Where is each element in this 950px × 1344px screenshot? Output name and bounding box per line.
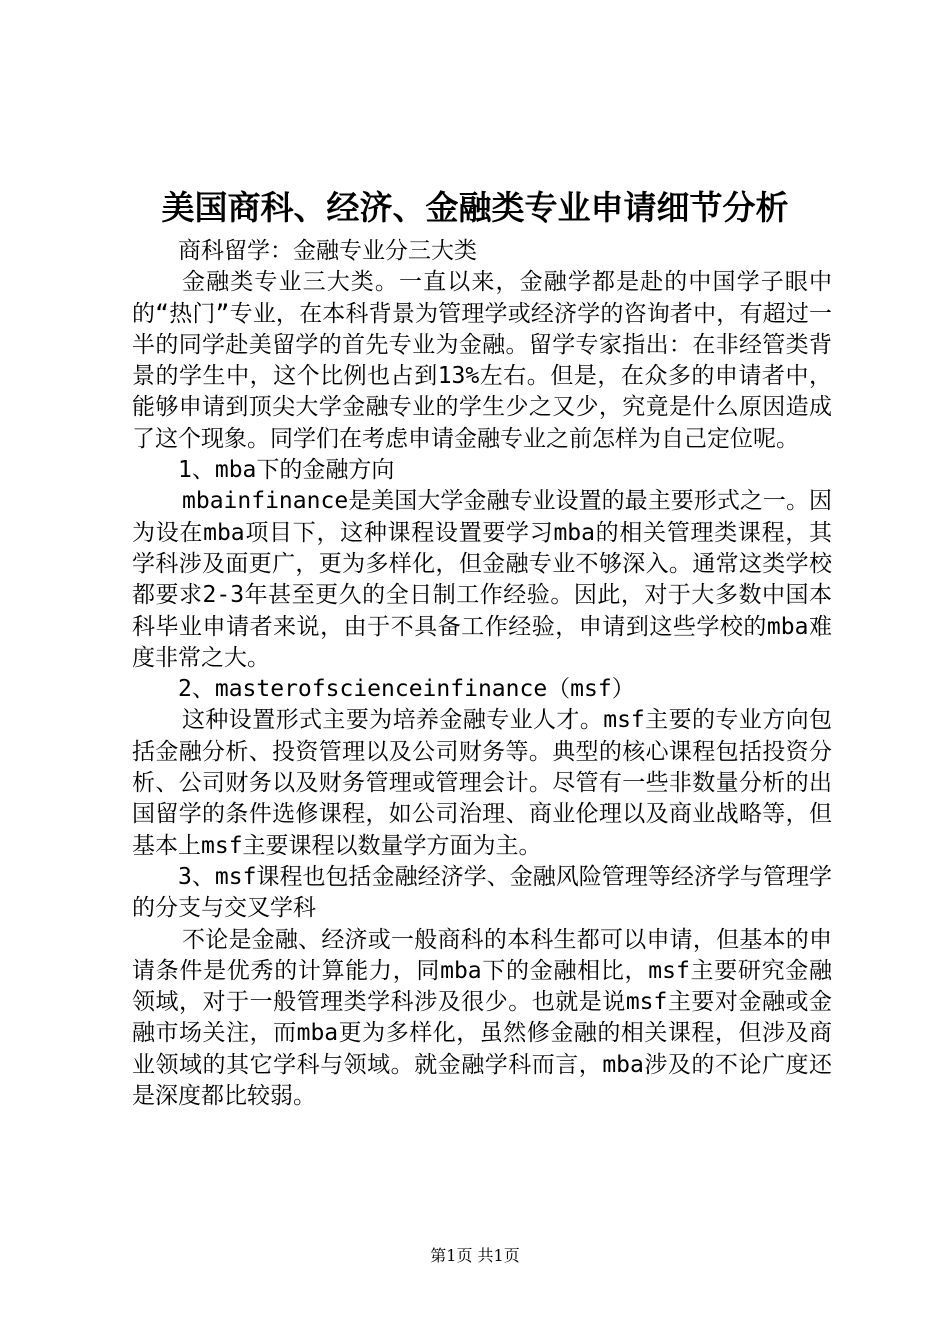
paragraph-overview: 金融类专业三大类。一直以来，金融学都是赴的中国学子眼中的“热门”专业，在本科背景为管理学或经济学的咨询者中，有超过一半的同学赴美留学的首先专业为金融。留学专家指出：在非经管类背景的学生中，这个比例也占到13%左右。但是，在众多的申请者中，能够申请到顶尖大学金融专业的学生少之又少，究竟是什么原因造成了这个现象。同学们在考虑申请金融专业之前怎样为自己定位呢。 <box>132 269 832 452</box>
document-title: 美国商科、经济、金融类专业申请细节分析 <box>161 188 789 227</box>
page-footer: 第1页 共1页 <box>430 1246 520 1265</box>
section-heading-mba: 1、mba下的金融方向 <box>178 457 395 484</box>
paragraph-msf: 这种设置形式主要为培养金融专业人才。msf主要的专业方向包括金融分析、投资管理以及公司财务等。典型的核心课程包括投资分析、公司财务以及财务管理或管理会计。尽管有一些非数量分析的出国留学的条件选修课程，如公司治理、商业伦理以及商业战略等，但基本上msf主要课程以数量学方面为主。 <box>132 707 832 859</box>
section-heading-overview: 商科留学：金融专业分三大类 <box>178 238 477 264</box>
document-body <box>132 236 832 1112</box>
section-heading-msf-courses: 3、msf课程也包括金融经济学、金融风险管理等经济学与管理学的分支与交叉学科 <box>132 863 832 922</box>
paragraph-mba: mbainfinance是美国大学金融专业设置的最主要形式之一。因为设在mba项目下，这种课程设置要学习mba的相关管理类课程，其学科涉及面更广，更为多样化，但金融专业不够深入。通常这类学校都要求2-3年甚至更久的全日制工作经验。因此，对于大多数中国本科毕业申请者来说，由于不具备工作经验，申请到这些学校的mba难度非常之大。 <box>132 488 832 671</box>
paragraph-msf-courses: 不论是金融、经济或一般商科的本科生都可以申请，但基本的申请条件是优秀的计算能力，同mba下的金融相比，msf主要研究金融领域，对于一般管理类学科涉及很少。也就是说msf主要对金融或金融市场关注，而mba更为多样化，虽然修金融的相关课程，但涉及商业领域的其它学科与领域。就金融学科而言，mba涉及的不论广度还是深度都比较弱。 <box>132 926 832 1110</box>
section-heading-msf: 2、masterofscienceinfinance（msf） <box>178 676 635 703</box>
